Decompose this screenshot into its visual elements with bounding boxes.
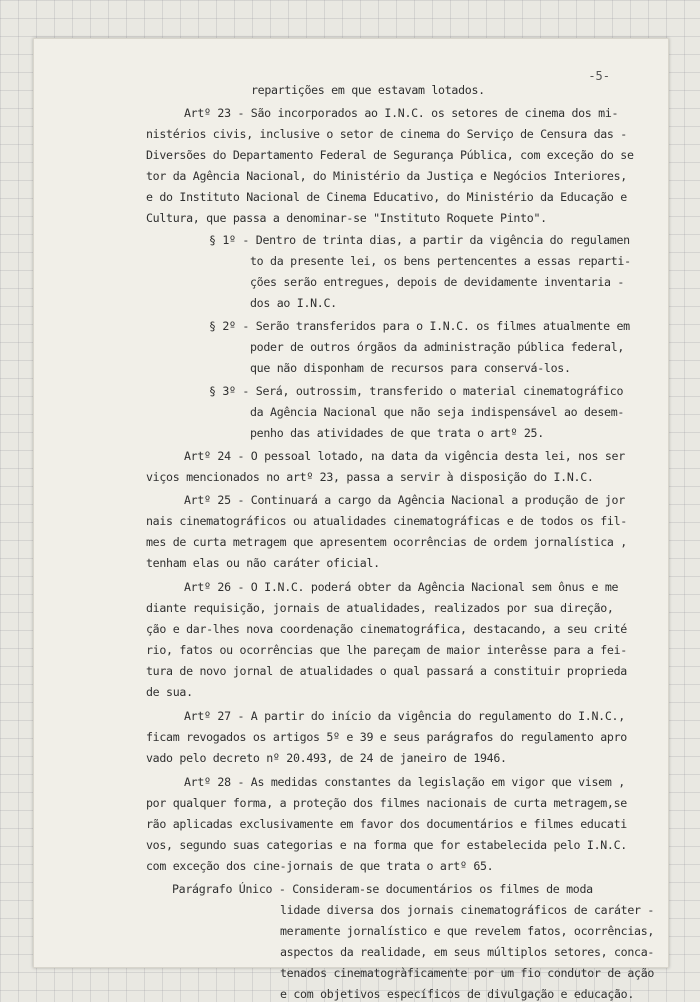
article-28-line: vos, segundo suas categorias e na forma que for estabelecida pelo I.N.C. <box>146 838 627 852</box>
article-25-line: mes de curta metragem que apresentem ocorrências de ordem jornalística , <box>146 535 627 549</box>
sole-paragraph-line: meramente jornalístico e que revelem fatos, ocorrências, <box>280 924 655 938</box>
article-25-line: nais cinematográficos ou atualidades cinematográficas e de todos os fil- <box>146 514 627 528</box>
article-26-line: tura de novo jornal de atualidades o qual passará a constituir proprieda <box>146 664 627 678</box>
paragraph-1-line: § 1º - Dentro de trinta dias, a partir da vigência do regulamen <box>209 233 630 247</box>
page-number: -5- <box>588 69 610 83</box>
paragraph-1-line: to da presente lei, os bens pertencentes a essas reparti- <box>250 254 631 268</box>
sole-paragraph-line: e com objetivos específicos de divulgação e educação. <box>280 987 635 1001</box>
article-26-line: de sua. <box>146 685 193 699</box>
article-28-line: com exceção dos cine-jornais de que trata o artº 65. <box>146 859 494 873</box>
text-line: repartições em que estavam lotados. <box>251 83 485 97</box>
paragraph-2-line: poder de outros órgãos da administração pública federal, <box>250 340 625 354</box>
article-23-line: Cultura, que passa a denominar-se "Instituto Roquete Pinto". <box>146 211 547 225</box>
article-25-line: tenham elas ou não caráter oficial. <box>146 556 380 570</box>
article-26-line: rio, fatos ou ocorrências que lhe pareçam de maior interêsse para a fei- <box>146 643 627 657</box>
paragraph-1-line: ções serão entregues, depois de devidamente inventaria - <box>250 275 625 289</box>
article-26-line: Artº 26 - O I.N.C. poderá obter da Agência Nacional sem ônus e me <box>184 580 619 594</box>
article-23-line: e do Instituto Nacional de Cinema Educativo, do Ministério da Educação e <box>146 190 627 204</box>
article-23-line: Diversões do Departamento Federal de Segurança Pública, com exceção do se <box>146 148 634 162</box>
typed-document-page <box>33 38 669 1001</box>
article-23-line: Artº 23 - São incorporados ao I.N.C. os setores de cinema dos mi- <box>184 106 619 120</box>
sole-paragraph-line: Parágrafo Único - Consideram-se documentários os filmes de moda <box>172 882 593 896</box>
article-27-line: vado pelo decreto nº 20.493, de 24 de janeiro de 1946. <box>146 751 507 765</box>
article-28-line: por qualquer forma, a proteção dos filmes nacionais de curta metragem,se <box>146 796 627 810</box>
article-23-line: nistérios civis, inclusive o setor de cinema do Serviço de Censura das - <box>146 127 627 141</box>
sole-paragraph-line: lidade diversa dos jornais cinematográficos de caráter - <box>280 903 655 917</box>
article-27-line: Artº 27 - A partir do início da vigência do regulamento do I.N.C., <box>184 709 625 723</box>
paragraph-2-line: § 2º - Serão transferidos para o I.N.C. os filmes atualmente em <box>209 319 630 333</box>
paragraph-1-line: dos ao I.N.C. <box>250 296 337 310</box>
article-28-line: rão aplicadas exclusivamente em favor dos documentários e filmes educati <box>146 817 627 831</box>
paragraph-3-line: da Agência Nacional que não seja indispensável ao desem- <box>250 405 625 419</box>
article-27-line: ficam revogados os artigos 5º e 39 e seus parágrafos do regulamento apro <box>146 730 627 744</box>
article-28-line: Artº 28 - As medidas constantes da legislação em vigor que visem , <box>184 775 625 789</box>
sole-paragraph-line: aspectos da realidade, em seus múltiplos setores, conca- <box>280 945 655 959</box>
paragraph-3-line: penho das atividades de que trata o artº 25. <box>250 426 544 440</box>
paragraph-2-line: que não disponham de recursos para conservá-los. <box>250 361 571 375</box>
article-24-line: viços mencionados no artº 23, passa a servir à disposição do I.N.C. <box>146 470 594 484</box>
article-26-line: ção e dar-lhes nova coordenação cinematográfica, destacando, a seu crité <box>146 622 627 636</box>
sole-paragraph-line: tenados cinematogràficamente por um fio condutor de ação <box>280 966 655 980</box>
article-26-line: diante requisição, jornais de atualidades, realizados por sua direção, <box>146 601 614 615</box>
article-25-line: Artº 25 - Continuará a cargo da Agência Nacional a produção de jor <box>184 493 625 507</box>
article-23-line: tor da Agência Nacional, do Ministério da Justiça e Negócios Interiores, <box>146 169 627 183</box>
article-24-line: Artº 24 - O pessoal lotado, na data da vigência desta lei, nos ser <box>184 449 625 463</box>
paragraph-3-line: § 3º - Será, outrossim, transferido o material cinematográfico <box>209 384 624 398</box>
